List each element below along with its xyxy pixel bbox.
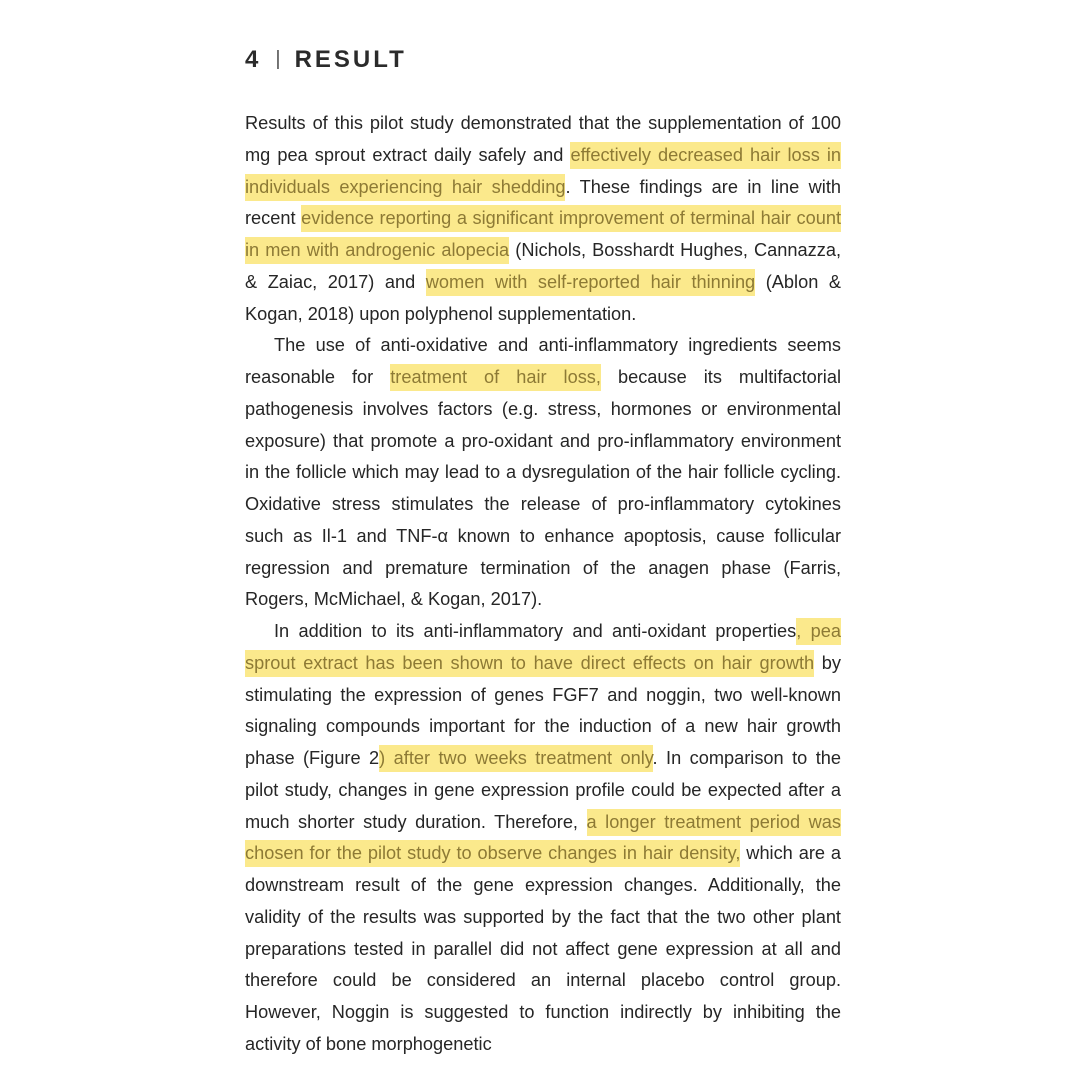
paragraph-2 (245, 330, 841, 616)
paragraph-1 (245, 108, 841, 330)
body-text (245, 108, 841, 1061)
highlighted-text: , pea sprout extract has been shown to have direct effects on hair growth (245, 618, 841, 677)
text-span: The use of anti-oxidative and anti-inflammatory ingredients seems reasonable for (245, 335, 841, 387)
text-span: Results of this pilot study demonstrated that the supplementation of 100 mg pea sprout extract daily safely and (245, 113, 841, 165)
highlighted-text: ) after two weeks treatment only (379, 745, 652, 772)
text-span: (Ablon & Kogan, 2018) upon polyphenol supplementation. (245, 271, 842, 324)
section-heading (245, 46, 407, 74)
section-number: 4 (245, 46, 262, 73)
text-span: by stimulating the expression of genes FGF7 and noggin, two well-known signaling compounds important for the induction of a new hair growth phase (Figure 2 (245, 652, 842, 768)
highlighted-text: women with self-reported hair thinning (426, 269, 755, 296)
text-span: In addition to its anti-inflammatory and anti-oxidant properties (274, 621, 797, 641)
heading-separator: | (275, 48, 281, 70)
highlighted-text: treatment of hair loss, (390, 364, 601, 391)
paragraph-3 (245, 616, 841, 1061)
highlighted-text: effectively decreased hair loss in individuals experiencing hair shedding (245, 142, 841, 201)
highlighted-text: evidence reporting a significant improvement of terminal hair count in men with androgenic alopecia (245, 205, 841, 264)
text-span: . In comparison to the pilot study, changes in gene expression profile could be expected after a much shorter study duration. Therefore, (245, 748, 841, 832)
text-span: because its multifactorial pathogenesis involves factors (e.g. stress, hormones or environmental exposure) that promote a pro-oxidant and pro-inflammatory environment in the follicle which may lead to a dysregulation of the hair follicle cycling. Oxidative stress stimulates the release of pro-inflammatory cytokines such as Il-1 and TNF-α known to enhance apoptosis, cause follicular regression and premature termination of the anagen phase (Farris, Rogers, McMichael, & Kogan, 2017). (245, 367, 842, 610)
text-span: (Nichols, Bosshardt Hughes, Cannazza, & Zaiac, 2017) and (245, 240, 841, 292)
highlighted-text: a longer treatment period was chosen for the pilot study to observe changes in hair density, (245, 809, 841, 868)
text-span: which are a downstream result of the gene expression changes. Additionally, the validity of the results was supported by the fact that the two other plant preparations tested in parallel did not affect gene expression at all and therefore could be considered an internal placebo control group. However, Noggin is suggested to function indirectly by inhibiting the activity of bone morphogenetic (245, 843, 841, 1054)
section-title: RESULT (294, 46, 407, 73)
text-span: . These findings are in line with recent (245, 176, 841, 229)
